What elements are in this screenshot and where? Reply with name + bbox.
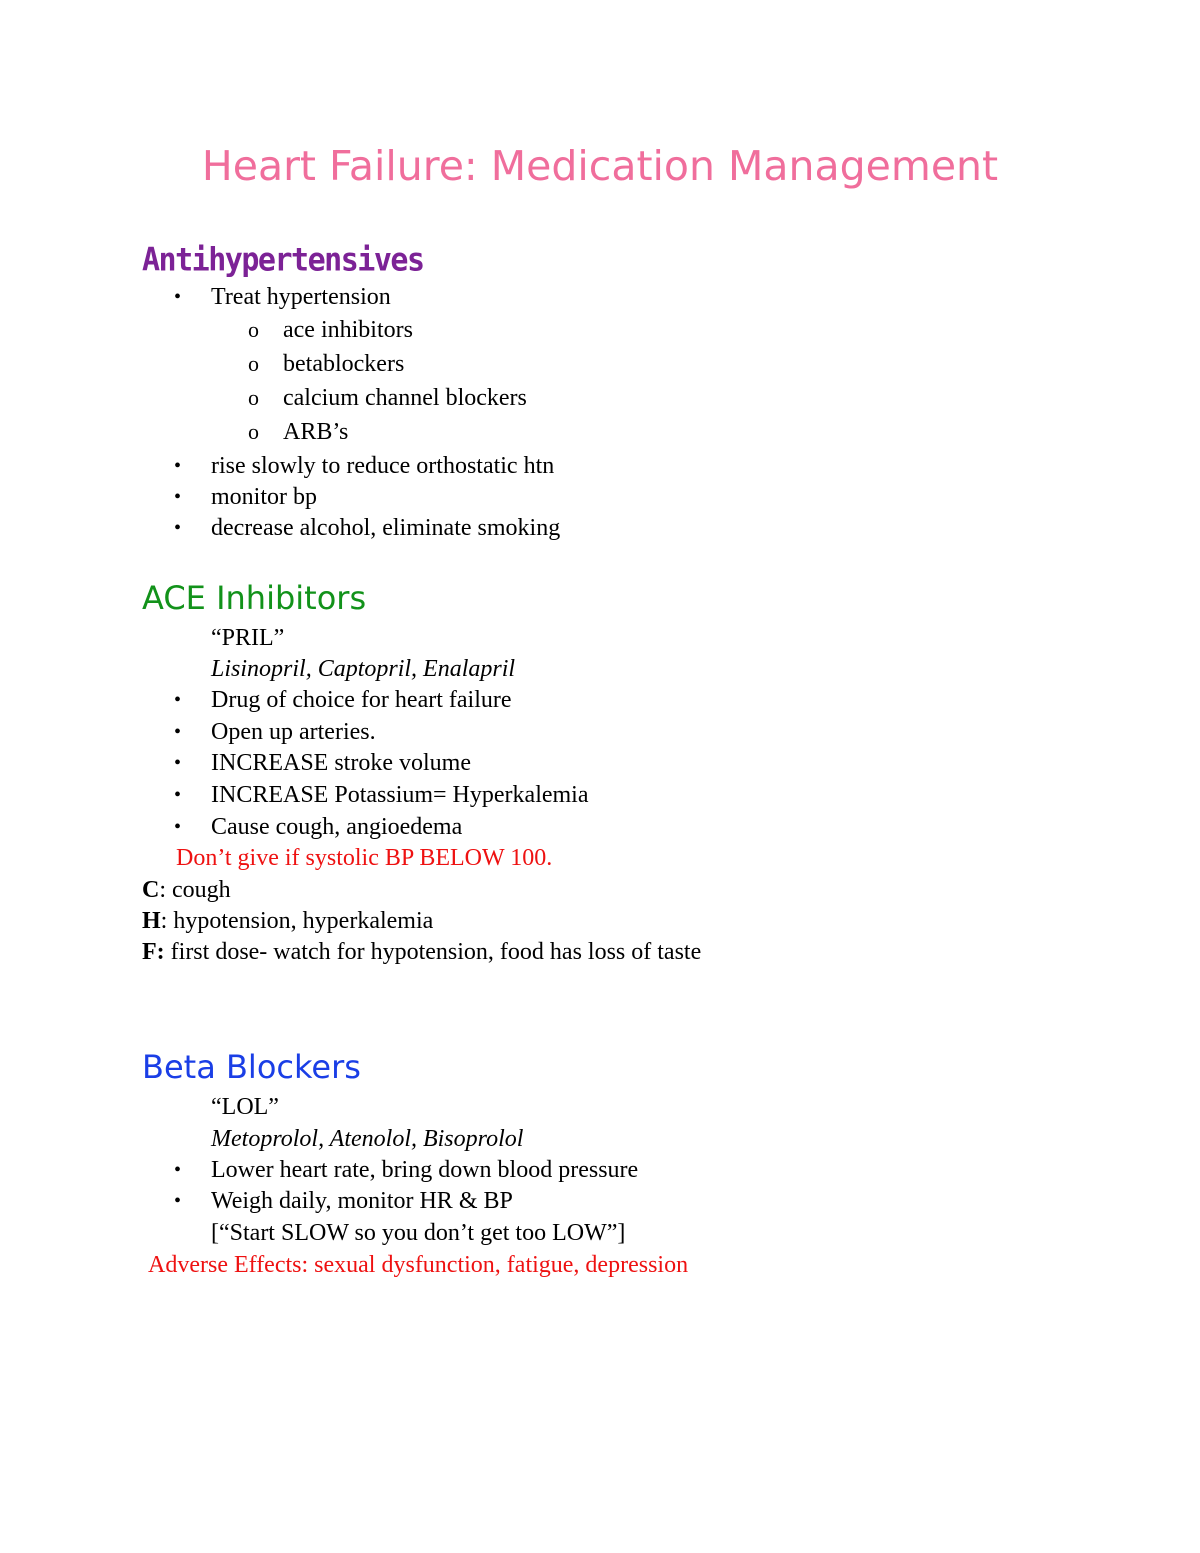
beta-bullet-2: Weigh daily, monitor HR & BP <box>211 1188 513 1214</box>
ace-bullet-5: Cause cough, angioedema <box>211 814 463 840</box>
sub-item-betablockers: betablockers <box>283 351 405 377</box>
mnemonic-text: hypotension, hyperkalemia <box>173 908 434 934</box>
mnemonic-letter: C <box>142 877 160 903</box>
sub-bullet-icon: o <box>248 419 259 444</box>
document-title: Heart Failure: Medication Management <box>201 142 999 190</box>
sub-bullet-icon: o <box>248 385 259 410</box>
ace-warning: Don’t give if systolic BP BELOW 100. <box>176 845 553 871</box>
sub-item-ace-inhibitors: ace inhibitors <box>283 317 413 343</box>
mnemonic-line-f <box>142 936 701 968</box>
ace-examples: Lisinopril, Captopril, Enalapril <box>211 656 516 682</box>
antihypertensives-bullet-4: decrease alcohol, eliminate smoking <box>211 515 561 541</box>
mnemonic-line-h <box>142 905 433 937</box>
antihypertensives-bullet-2: rise slowly to reduce orthostatic htn <box>211 453 555 479</box>
ace-bullet-2: Open up arteries. <box>211 719 376 745</box>
mnemonic-text: first dose- watch for hypotension, food has loss of taste <box>170 939 702 965</box>
bullet-icon: • <box>174 286 182 308</box>
ace-bullet-1: Drug of choice for heart failure <box>211 687 512 713</box>
bullet-icon: • <box>174 752 182 774</box>
antihypertensives-heading: Antihypertensives <box>142 241 424 279</box>
beta-adverse-effects: Adverse Effects: sexual dysfunction, fatigue, depression <box>148 1252 689 1278</box>
bullet-icon: • <box>174 455 182 477</box>
bullet-icon: • <box>174 486 182 508</box>
sub-bullet-icon: o <box>248 351 259 376</box>
bullet-icon: • <box>174 784 182 806</box>
antihypertensives-bullet-3: monitor bp <box>211 484 317 510</box>
ace-inhibitors-heading: ACE Inhibitors <box>142 579 367 617</box>
sub-item-arbs: ARB’s <box>283 419 349 445</box>
ace-suffix: “PRIL” <box>211 625 285 651</box>
bullet-icon: • <box>174 1190 182 1212</box>
sub-bullet-icon: o <box>248 317 259 342</box>
mnemonic-letter: H <box>142 908 161 934</box>
bullet-icon: • <box>174 1159 182 1181</box>
bullet-icon: • <box>174 517 182 539</box>
beta-examples: Metoprolol, Atenolol, Bisoprolol <box>211 1126 524 1152</box>
bullet-icon: • <box>174 721 182 743</box>
beta-blockers-heading: Beta Blockers <box>142 1048 361 1086</box>
beta-suffix: “LOL” <box>211 1094 279 1120</box>
ace-bullet-3: INCREASE stroke volume <box>211 750 471 776</box>
mnemonic-separator: : <box>160 908 174 934</box>
mnemonic-text: cough <box>172 877 231 903</box>
bullet-icon: • <box>174 689 182 711</box>
beta-bullet-1: Lower heart rate, bring down blood pressure <box>211 1157 639 1183</box>
bullet-icon: • <box>174 816 182 838</box>
mnemonic-line-c <box>142 874 231 906</box>
ace-bullet-4: INCREASE Potassium= Hyperkalemia <box>211 782 589 808</box>
sub-item-calcium-channel-blockers: calcium channel blockers <box>283 385 527 411</box>
mnemonic-letter: F: <box>142 939 165 965</box>
mnemonic-separator: : <box>159 877 173 903</box>
antihypertensives-bullet-1: Treat hypertension <box>211 284 391 310</box>
beta-quote: [“Start SLOW so you don’t get too LOW”] <box>211 1220 626 1246</box>
